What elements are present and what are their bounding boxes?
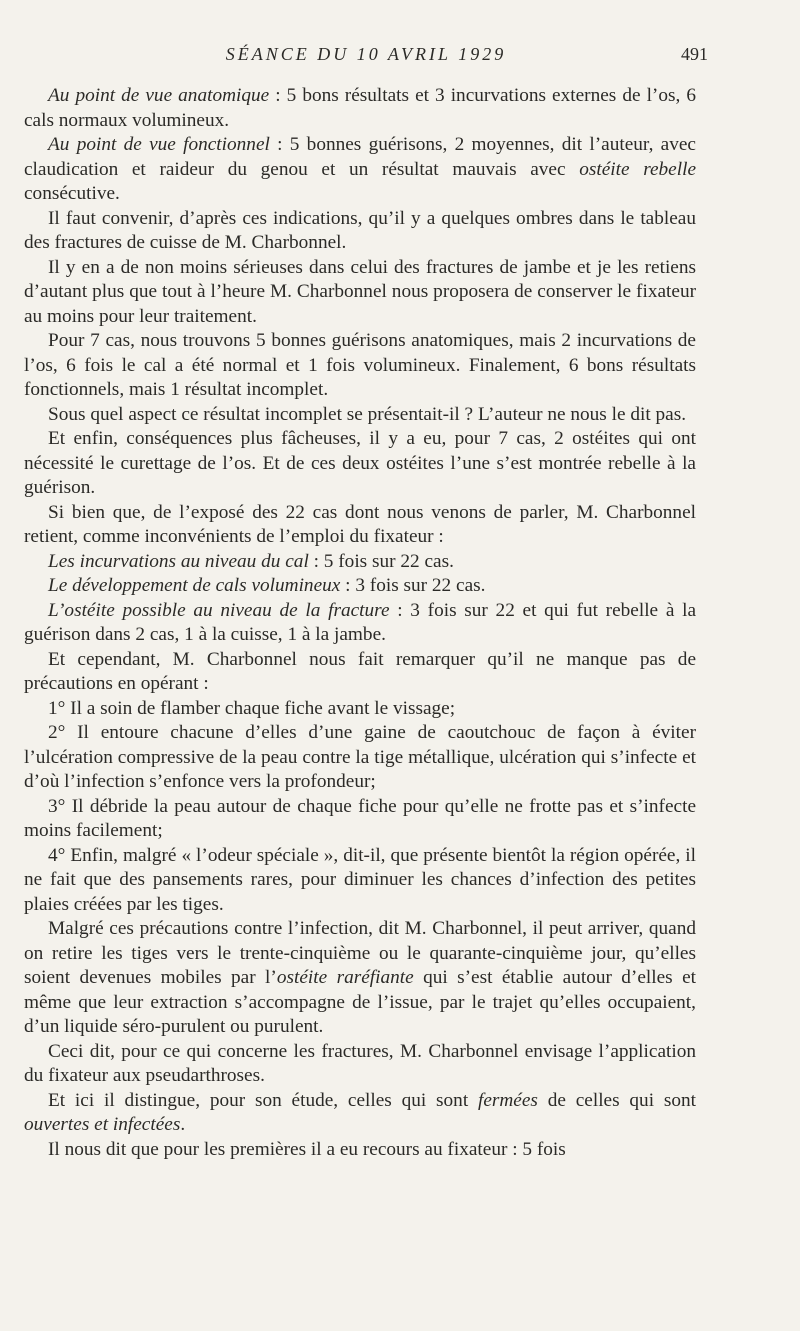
paragraph-text: consécutive. bbox=[24, 183, 120, 204]
page-number: 491 bbox=[681, 44, 708, 64]
paragraph: Et enfin, conséquences plus fâcheuses, il y a eu, pour 7 cas, 2 ostéites qui ont nécessité le curettage de l’os. Et de ces deux ostéites l’une s’est montrée rebelle à la guérison. bbox=[24, 428, 696, 498]
italic-term: Le développement de cals volumineux bbox=[48, 575, 341, 596]
inconvenience-item bbox=[24, 599, 696, 648]
paragraph-text: Malgré ces précautions contre l’infection, dit M. Charbonnel, il peut arriver, quand on retire les tiges vers le trente-cinquième ou le quarante-cinquième jour, qu’elles soient devenues mobiles par l’ bbox=[24, 918, 696, 988]
italic-term: ostéite rebelle bbox=[579, 158, 697, 180]
numbered-precaution: 3° Il débride la peau autour de chaque fiche pour qu’elle ne frotte pas et s’infecte moins facilement; bbox=[24, 795, 696, 841]
paragraph: Il y en a de non moins sérieuses dans celui des fractures de jambe et je les retiens d’autant plus que tout à l’heure M. Charbonnel nous proposera de conserver le fixateur au moins pour leur traitement. bbox=[24, 256, 696, 327]
paragraph: Si bien que, de l’exposé des 22 cas dont nous venons de parler, M. Charbonnel retient, comme inconvénients de l’emploi du fixateur : bbox=[24, 501, 696, 547]
running-title: SÉANCE DU 10 AVRIL 1929 bbox=[225, 44, 507, 64]
paragraph-text: qui s’est établie autour d’elles et même que leur extraction s’accompagne de l’issue, par le trajet qu’elles occupaient, d’un liquide séro-purulent ou purulent. bbox=[24, 967, 696, 1037]
item-text: : 3 fois sur 22 et qui fut rebelle à la guérison dans 2 cas, 1 à la cuisse, 1 à la jambe. bbox=[24, 599, 697, 645]
paragraph: Pour 7 cas, nous trouvons 5 bonnes guérisons anatomiques, mais 2 incurvations de l’os, 6 fois le cal a été normal et 1 fois volumineux. Finalement, 6 bons résultats fonctionnels, mais 1 résultat incomplet. bbox=[24, 330, 696, 400]
item-text: : 3 fois sur 22 cas. bbox=[340, 575, 486, 596]
italic-term: L’ostéite possible au niveau de la fracture bbox=[48, 599, 390, 621]
paragraph-text: Et ici il distingue, pour son étude, celles qui sont bbox=[48, 1089, 478, 1111]
paragraph-text: : 5 bons résultats et 3 incurvations externes de l’os, 6 cals normaux volumineux. bbox=[24, 85, 696, 131]
numbered-precaution: 4° Enfin, malgré « l’odeur spéciale », dit-il, que présente bientôt la région opérée, il ne fait que des pansements rares, pour diminuer les chances d’infection des petites plaies créées par les tiges. bbox=[24, 844, 696, 915]
paragraph bbox=[24, 917, 696, 1040]
italic-heading: Au point de vue anatomique bbox=[48, 85, 270, 106]
paragraph bbox=[24, 1089, 696, 1138]
paragraph: Ceci dit, pour ce qui concerne les fractures, M. Charbonnel envisage l’application du fixateur aux pseudarthroses. bbox=[24, 1040, 696, 1086]
paragraph-text: de celles qui sont bbox=[537, 1089, 696, 1111]
italic-term: ouvertes et infectées bbox=[24, 1114, 181, 1135]
numbered-precaution: 2° Il entoure chacune d’elles d’une gaine de caoutchouc de façon à éviter l’ulcération compressive de la peau contre la tige métallique, ulcération qui s’infecte et d’où l’infection s’enfonce vers la profondeur; bbox=[24, 722, 696, 792]
italic-heading: Au point de vue fonctionnel bbox=[48, 134, 270, 155]
paragraph: Il nous dit que pour les premières il a eu recours au fixateur : 5 fois bbox=[48, 1138, 566, 1160]
italic-term: Les incurvations au niveau du cal bbox=[48, 550, 309, 572]
paragraph-functional-results bbox=[24, 133, 696, 207]
item-text: : 5 fois sur 22 cas. bbox=[308, 550, 454, 572]
paragraph-text: . bbox=[180, 1114, 186, 1135]
inconvenience-item bbox=[24, 550, 696, 575]
paragraph-text: : 5 bonnes guérisons, 2 moyennes, dit l’auteur, avec claudication et raideur du genou et un résultat mauvais avec bbox=[24, 134, 696, 180]
body-text bbox=[24, 84, 696, 1162]
page-header bbox=[24, 44, 708, 74]
paragraph-anatomical-results bbox=[24, 84, 696, 133]
paragraph: Sous quel aspect ce résultat incomplet se présentait-il ? L’auteur ne nous le dit pas. bbox=[48, 403, 687, 425]
italic-term: ostéite raréfiante bbox=[276, 967, 414, 988]
italic-term: fermées bbox=[477, 1089, 538, 1111]
inconvenience-item bbox=[24, 574, 696, 599]
paragraph: Et cependant, M. Charbonnel nous fait remarquer qu’il ne manque pas de précautions en opérant : bbox=[24, 648, 696, 694]
paragraph: Il faut convenir, d’après ces indications, qu’il y a quelques ombres dans le tableau des fractures de cuisse de M. Charbonnel. bbox=[24, 207, 696, 253]
numbered-precaution: 1° Il a soin de flamber chaque fiche avant le vissage; bbox=[48, 697, 456, 719]
